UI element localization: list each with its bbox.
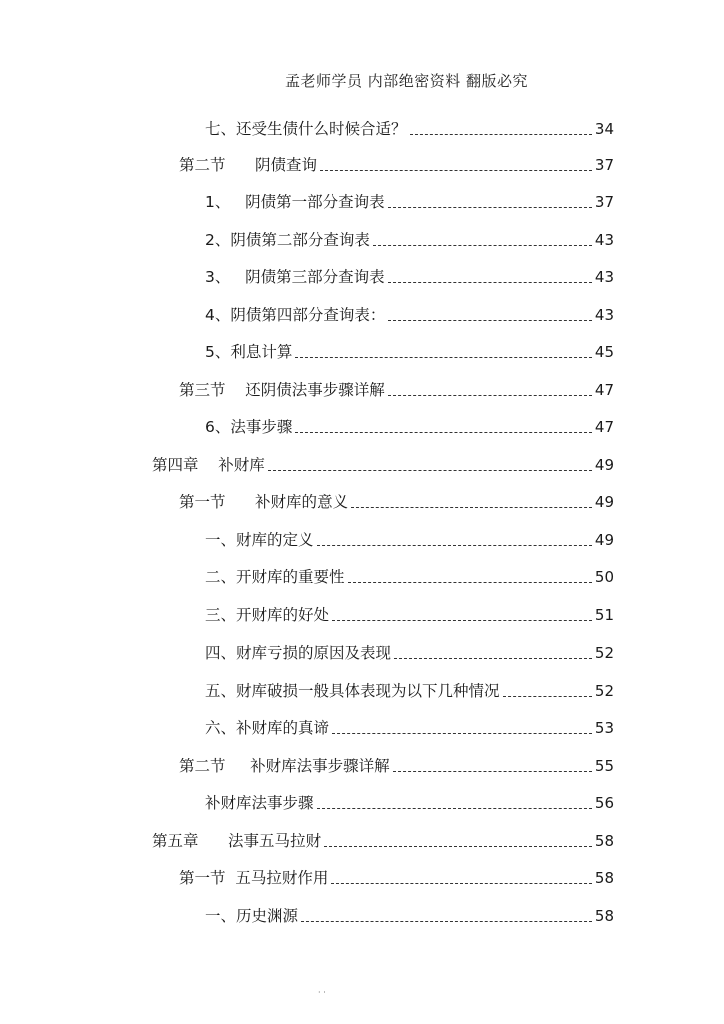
- toc-entry[interactable]: [205, 303, 614, 325]
- toc-entry-page: 49: [594, 493, 614, 511]
- dot-leader: [503, 696, 592, 697]
- dot-leader: [388, 282, 592, 283]
- toc-entry[interactable]: [205, 791, 614, 813]
- toc-entry[interactable]: [205, 679, 614, 701]
- toc-entry-page: 58: [594, 869, 614, 887]
- toc-entry[interactable]: [179, 866, 614, 888]
- toc-entry-page: 58: [594, 907, 614, 925]
- dot-leader: [388, 207, 592, 208]
- dot-leader: [388, 320, 592, 321]
- dot-leader: [268, 470, 592, 471]
- toc-entry-page: 45: [594, 343, 614, 361]
- toc-entry-page: 43: [594, 231, 614, 249]
- dot-leader: [388, 395, 592, 396]
- dot-leader: [331, 883, 592, 884]
- toc-entry[interactable]: [205, 565, 614, 587]
- toc-entry-page: 56: [594, 794, 614, 812]
- dot-leader: [295, 357, 592, 358]
- toc-entry-page: 47: [594, 418, 614, 436]
- toc-entry-title: 五、财库破损一般具体表现为以下几种情况: [205, 682, 500, 700]
- dot-leader: [320, 170, 592, 171]
- toc-entry-title: 一、财库的定义: [205, 531, 314, 549]
- toc-entry-title: 二、开财库的重要性: [205, 568, 345, 586]
- toc-entry-title: 三、开财库的好处: [205, 606, 330, 624]
- toc-entry-title: 第二节 补财库法事步骤详解: [179, 757, 390, 775]
- scan-smudge: · ·: [318, 988, 326, 997]
- toc-entry-page: 43: [594, 268, 614, 286]
- toc-entry-page: 47: [594, 381, 614, 399]
- toc-entry-page: 53: [594, 719, 614, 737]
- toc-entry[interactable]: [205, 228, 614, 250]
- toc-entry-title: 第五章 法事五马拉财: [152, 832, 322, 850]
- toc-entry[interactable]: [205, 190, 614, 212]
- toc-entry-title: 2、阴债第二部分查询表: [205, 231, 370, 249]
- toc-entry-title: 1、 阴债第一部分查询表: [205, 193, 385, 211]
- toc-entry-page: 49: [594, 456, 614, 474]
- toc-entry-page: 49: [594, 531, 614, 549]
- toc-entry-page: 43: [594, 306, 614, 324]
- toc-entry-page: 52: [594, 644, 614, 662]
- dot-leader: [295, 432, 592, 433]
- toc-entry-title: 6、法事步骤: [205, 418, 293, 436]
- toc-entry[interactable]: [205, 117, 614, 139]
- toc-entry[interactable]: [179, 490, 614, 512]
- dot-leader: [317, 545, 592, 546]
- dot-leader: [348, 582, 592, 583]
- toc-entry[interactable]: [205, 603, 614, 625]
- toc-entry-page: 34: [594, 120, 614, 138]
- dot-leader: [373, 245, 592, 246]
- toc-entry-page: 37: [594, 193, 614, 211]
- toc-entry-page: 51: [594, 606, 614, 624]
- toc-entry-title: 第三节 还阴债法事步骤详解: [179, 381, 385, 399]
- toc-entry[interactable]: [179, 754, 614, 776]
- dot-leader: [332, 620, 592, 621]
- toc-entry-title: 3、 阴债第三部分查询表: [205, 268, 385, 286]
- toc-entry[interactable]: [179, 153, 614, 175]
- toc-entry[interactable]: [205, 415, 614, 437]
- dot-leader: [324, 846, 592, 847]
- dot-leader: [332, 733, 592, 734]
- page-header: 孟老师学员 内部绝密资料 翻版必究: [285, 72, 529, 90]
- toc-entry[interactable]: [152, 829, 614, 851]
- toc-entry-title: 第一节 五马拉财作用: [179, 869, 329, 887]
- dot-leader: [393, 771, 592, 772]
- toc-entry-title: 七、还受生债什么时候合适？: [205, 120, 407, 138]
- toc-entry-page: 52: [594, 682, 614, 700]
- toc-entry-title: 六、补财库的真谛: [205, 719, 330, 737]
- toc-entry[interactable]: [152, 453, 614, 475]
- toc-entry-title: 第二节 阴债查询: [179, 156, 318, 174]
- dot-leader: [410, 134, 592, 135]
- toc-entry[interactable]: [179, 378, 614, 400]
- toc-entry-title: 第四章 补财库: [152, 456, 265, 474]
- toc-entry[interactable]: [205, 716, 614, 738]
- toc-entry[interactable]: [205, 528, 614, 550]
- toc-entry[interactable]: [205, 265, 614, 287]
- toc-entry-page: 55: [594, 757, 614, 775]
- toc-entry-page: 37: [594, 156, 614, 174]
- toc-entry-page: 58: [594, 832, 614, 850]
- dot-leader: [351, 507, 592, 508]
- toc-entry-page: 50: [594, 568, 614, 586]
- toc-entry-title: 补财库法事步骤: [205, 794, 314, 812]
- toc-entry-title: 一、历史渊源: [205, 907, 299, 925]
- dot-leader: [317, 808, 592, 809]
- dot-leader: [301, 921, 592, 922]
- toc-entry[interactable]: [205, 340, 614, 362]
- toc-entry[interactable]: [205, 904, 614, 926]
- toc-entry-title: 第一节 补财库的意义: [179, 493, 349, 511]
- toc-entry[interactable]: [205, 641, 614, 663]
- toc-entry-title: 5、利息计算: [205, 343, 293, 361]
- dot-leader: [394, 658, 592, 659]
- toc-entry-title: 4、阴债第四部分查询表：: [205, 306, 386, 324]
- toc-entry-title: 四、财库亏损的原因及表现: [205, 644, 392, 662]
